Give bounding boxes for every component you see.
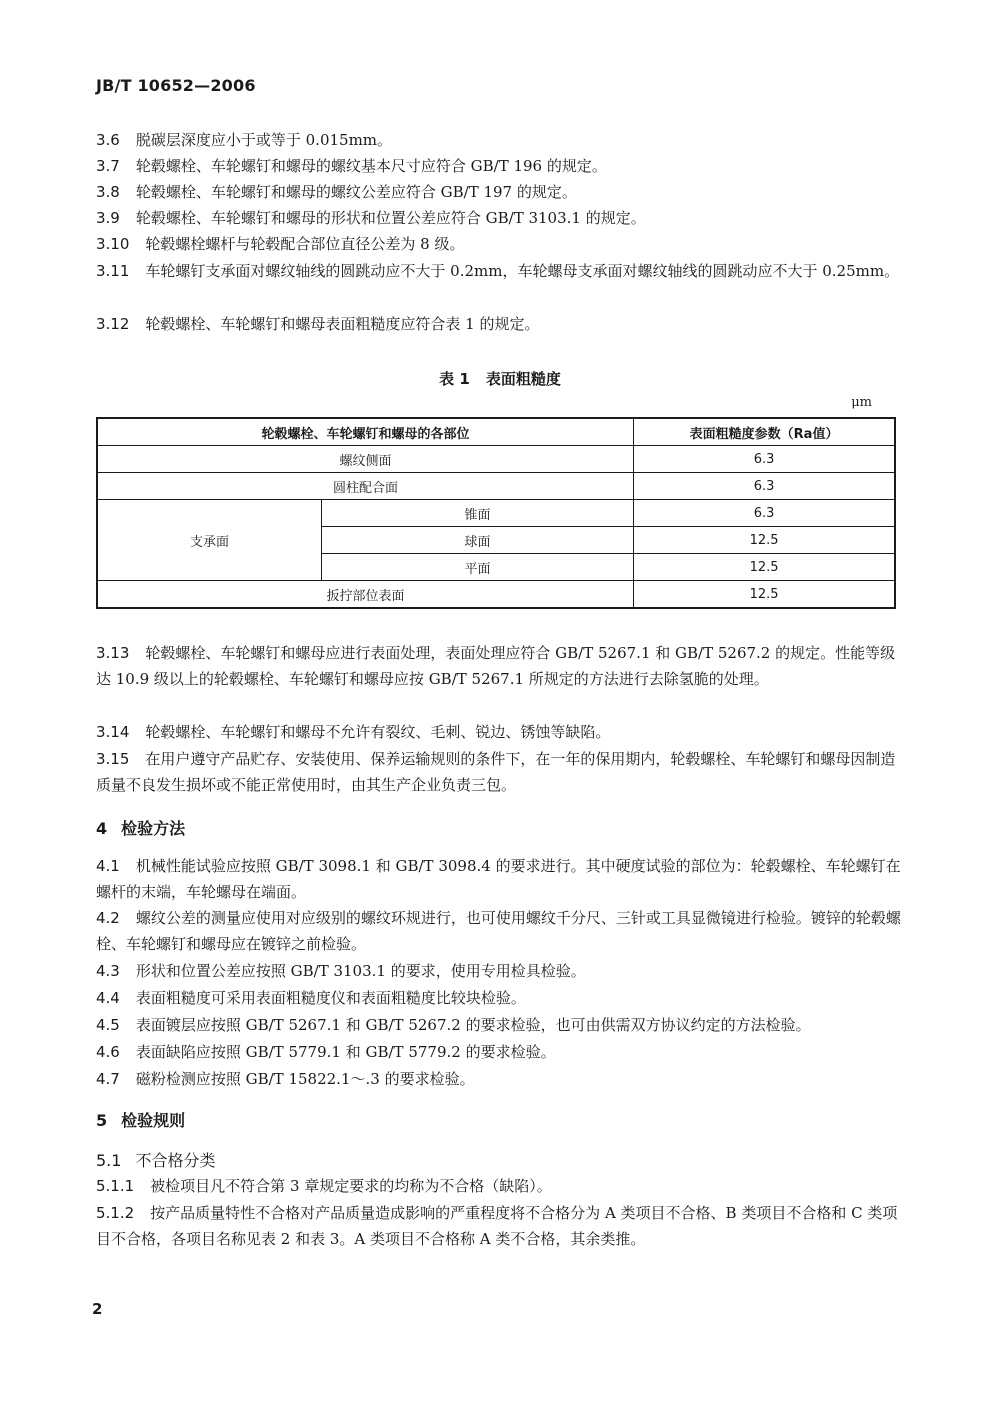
clause-number: 4.4	[96, 989, 120, 1007]
cell-value: 12.5	[634, 527, 895, 554]
document-id: JB/T 10652—2006	[96, 76, 256, 95]
cell-value: 6.3	[634, 446, 895, 473]
clause-4-3	[96, 958, 906, 984]
subsection-title: 不合格分类	[135, 1151, 216, 1170]
clause-text: 车轮螺钉支承面对螺纹轴线的圆跳动应不大于 0.2mm，车轮螺母支承面对螺纹轴线的圆跳动应不大于 0.25mm。	[145, 262, 900, 280]
clause-3-7	[96, 153, 906, 179]
subsection-number: 5.1	[96, 1151, 122, 1170]
section-4-heading	[96, 816, 185, 839]
clause-text: 表面粗糙度可采用表面粗糙度仪和表面粗糙度比较块检验。	[135, 989, 526, 1007]
clause-number: 4.3	[96, 962, 120, 980]
clause-text: 轮毂螺栓、车轮螺钉和螺母不允许有裂纹、毛刺、锐边、锈蚀等缺陷。	[145, 723, 611, 741]
clause-text: 轮毂螺栓、车轮螺钉和螺母应进行表面处理，表面处理应符合 GB/T 5267.1 和 GB/T 5267.2 的规定。性能等级达 10.9 级以上的轮毂螺栓、车轮螺钉和螺母应按 GB/T 5267.1 所规定的方法进行去除氢脆的处理。	[96, 644, 896, 688]
clause-number: 5.1.1	[96, 1177, 135, 1195]
clause-number: 3.10	[96, 235, 130, 253]
cell-value: 12.5	[634, 554, 895, 581]
clause-3-14	[96, 719, 906, 745]
table-unit: μm	[851, 395, 872, 410]
clause-text: 按产品质量特性不合格对产品质量造成影响的严重程度将不合格分为 A 类项目不合格、B 类项目不合格和 C 类项目不合格，各项目名称见表 2 和表 3。A 类项目不合格称 A 类不合格，其余类推。	[96, 1204, 898, 1248]
clause-text: 表面镀层应按照 GB/T 5267.1 和 GB/T 5267.2 的要求检验，也可由供需双方协议约定的方法检验。	[135, 1016, 811, 1034]
cell-group: 支承面	[97, 500, 321, 581]
section-title: 检验方法	[121, 819, 186, 838]
page-number: 2	[92, 1300, 103, 1318]
clause-text: 螺纹公差的测量应使用对应级别的螺纹环规进行，也可使用螺纹千分尺、三针或工具显微镜进行检验。镀锌的轮毂螺栓、车轮螺钉和螺母应在镀锌之前检验。	[96, 909, 901, 953]
clause-number: 4.2	[96, 909, 120, 927]
clause-4-2	[96, 905, 906, 957]
cell-sub: 平面	[321, 554, 633, 581]
table-row	[97, 473, 895, 500]
clause-number: 3.15	[96, 750, 130, 768]
clause-number: 3.13	[96, 644, 130, 662]
cell-part: 螺纹侧面	[97, 446, 634, 473]
cell-sub: 锥面	[321, 500, 633, 527]
section-number: 5	[96, 1111, 108, 1130]
clause-5-1-1	[96, 1173, 906, 1199]
clause-3-8	[96, 179, 906, 205]
clause-text: 轮毂螺栓、车轮螺钉和螺母的螺纹公差应符合 GB/T 197 的规定。	[135, 183, 577, 201]
table-row	[97, 500, 895, 527]
clause-number: 4.5	[96, 1016, 120, 1034]
clause-text: 轮毂螺栓、车轮螺钉和螺母的形状和位置公差应符合 GB/T 3103.1 的规定。	[135, 209, 646, 227]
clause-3-12	[96, 311, 906, 337]
cell-value: 6.3	[634, 500, 895, 527]
clause-3-13	[96, 640, 906, 692]
clause-text: 轮毂螺栓、车轮螺钉和螺母表面粗糙度应符合表 1 的规定。	[145, 315, 540, 333]
clause-text: 表面缺陷应按照 GB/T 5779.1 和 GB/T 5779.2 的要求检验。	[135, 1043, 556, 1061]
table-row	[97, 446, 895, 473]
table-title	[0, 368, 1000, 389]
cell-sub: 球面	[321, 527, 633, 554]
clause-4-6	[96, 1039, 906, 1065]
clause-text: 轮毂螺栓、车轮螺钉和螺母的螺纹基本尺寸应符合 GB/T 196 的规定。	[135, 157, 607, 175]
cell-value: 6.3	[634, 473, 895, 500]
clause-5-1-2	[96, 1200, 906, 1252]
table-caption: 表面粗糙度	[485, 370, 561, 388]
clause-number: 4.7	[96, 1070, 120, 1088]
clause-number: 3.7	[96, 157, 120, 175]
clause-3-11	[96, 258, 906, 284]
roughness-table	[96, 417, 896, 609]
clause-4-1	[96, 853, 906, 905]
clause-number: 3.11	[96, 262, 130, 280]
header-param: 表面粗糙度参数（Ra值）	[634, 418, 895, 446]
clause-number: 3.6	[96, 131, 120, 149]
clause-3-6	[96, 127, 906, 153]
clause-text: 机械性能试验应按照 GB/T 3098.1 和 GB/T 3098.4 的要求进行。其中硬度试验的部位为：轮毂螺栓、车轮螺钉在螺杆的末端，车轮螺母在端面。	[96, 857, 901, 901]
clause-number: 5.1.2	[96, 1204, 135, 1222]
clause-3-9	[96, 205, 906, 231]
table-header-row	[97, 418, 895, 446]
clause-3-10	[96, 231, 906, 257]
clause-number: 4.1	[96, 857, 120, 875]
table-row	[97, 581, 895, 609]
clause-4-4	[96, 985, 906, 1011]
clause-number: 3.8	[96, 183, 120, 201]
clause-number: 4.6	[96, 1043, 120, 1061]
header-part: 轮毂螺栓、车轮螺钉和螺母的各部位	[97, 418, 634, 446]
cell-part: 扳拧部位表面	[97, 581, 634, 609]
section-5-heading	[96, 1108, 185, 1131]
clause-text: 轮毂螺栓螺杆与轮毂配合部位直径公差为 8 级。	[145, 235, 465, 253]
table-label: 表 1	[439, 370, 470, 388]
clause-4-7	[96, 1066, 906, 1092]
clause-number: 3.12	[96, 315, 130, 333]
section-title: 检验规则	[121, 1111, 186, 1130]
clause-text: 磁粉检测应按照 GB/T 15822.1～.3 的要求检验。	[135, 1070, 475, 1088]
clause-text: 被检项目凡不符合第 3 章规定要求的均称为不合格（缺陷）。	[150, 1177, 552, 1195]
cell-part: 圆柱配合面	[97, 473, 634, 500]
clause-number: 3.9	[96, 209, 120, 227]
section-number: 4	[96, 819, 108, 838]
clause-text: 形状和位置公差应按照 GB/T 3103.1 的要求，使用专用检具检验。	[135, 962, 586, 980]
clause-text: 脱碳层深度应小于或等于 0.015mm。	[135, 131, 393, 149]
clause-text: 在用户遵守产品贮存、安装使用、保养运输规则的条件下，在一年的保用期内，轮毂螺栓、车轮螺钉和螺母因制造质量不良发生损坏或不能正常使用时，由其生产企业负责三包。	[96, 750, 896, 794]
cell-value: 12.5	[634, 581, 895, 609]
subsection-5-1-heading	[96, 1148, 215, 1171]
clause-number: 3.14	[96, 723, 130, 741]
clause-4-5	[96, 1012, 906, 1038]
clause-3-15	[96, 746, 906, 798]
